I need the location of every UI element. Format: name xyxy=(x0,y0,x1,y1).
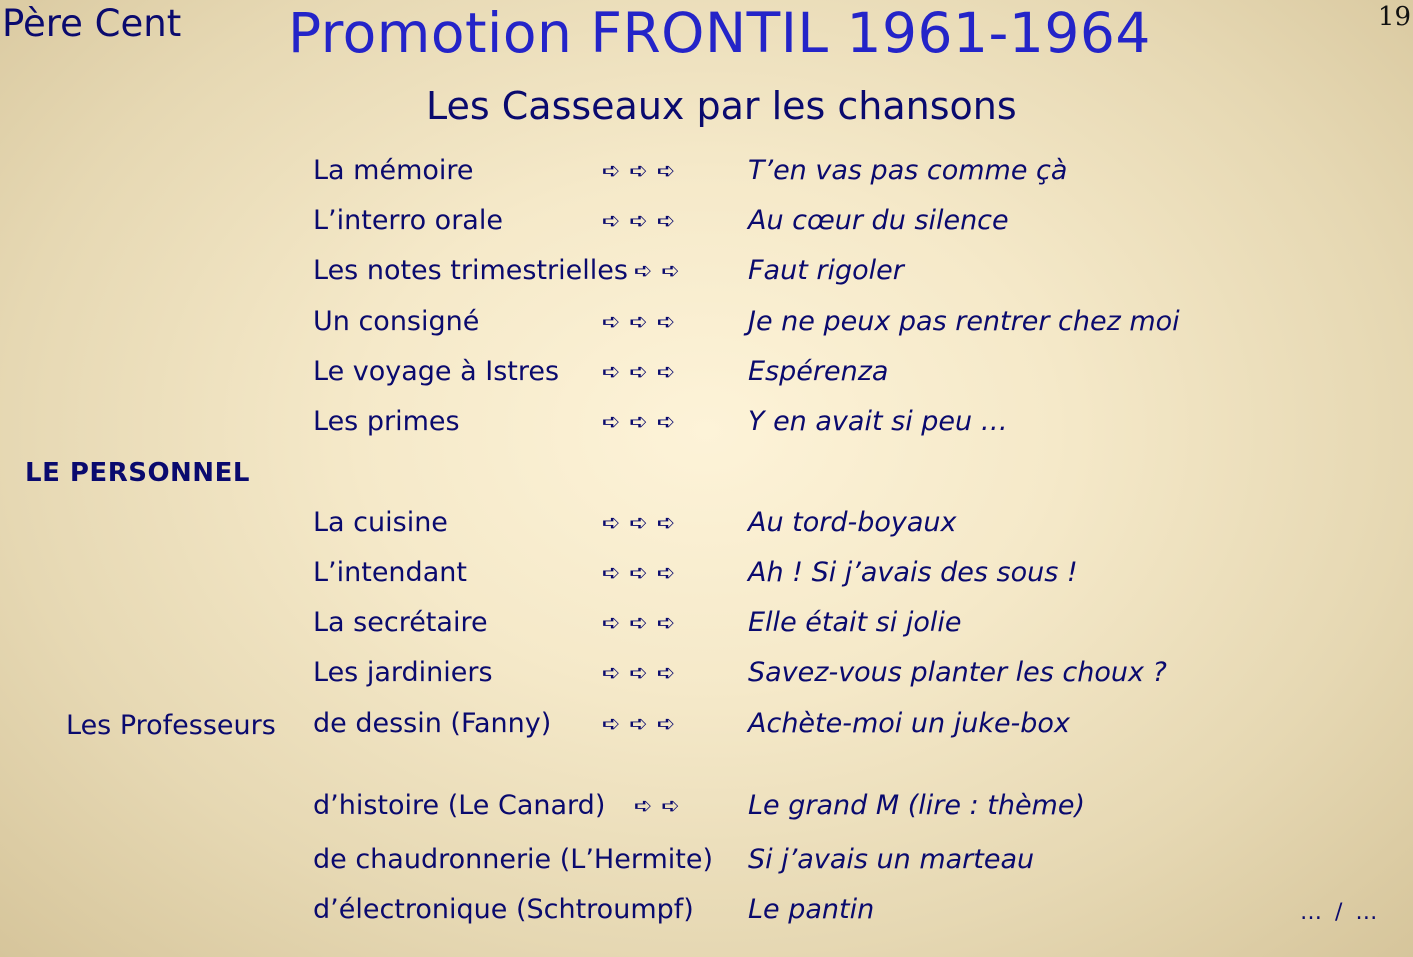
right-arrow-outline-icon: ➪➪➪ xyxy=(602,159,685,184)
list-item xyxy=(0,708,1413,748)
song-title: Le pantin xyxy=(748,894,875,925)
song-title: Espérenza xyxy=(748,356,889,387)
right-arrow-outline-icon: ➪➪➪ xyxy=(602,511,685,536)
subject-label: de dessin (Fanny) xyxy=(313,708,552,739)
song-title: Y en avait si peu … xyxy=(748,406,1008,437)
right-arrow-outline-icon: ➪➪➪ xyxy=(602,661,685,686)
song-title: T’en vas pas comme çà xyxy=(748,155,1068,186)
list-item xyxy=(0,306,1413,346)
list-item xyxy=(0,406,1413,446)
right-arrow-outline-icon: ➪➪➪ xyxy=(602,611,685,636)
list-item xyxy=(0,255,1413,295)
song-title: Faut rigoler xyxy=(748,255,904,286)
list-item xyxy=(0,790,1413,830)
list-item xyxy=(0,155,1413,195)
subject-label: d’histoire (Le Canard) xyxy=(313,790,606,821)
page-number: 19 xyxy=(1377,2,1411,32)
song-title: Le grand M (lire : thème) xyxy=(748,790,1085,821)
page-subtitle: Les Casseaux par les chansons xyxy=(426,84,1017,128)
professors-label: Les Professeurs xyxy=(66,710,276,741)
right-arrow-outline-icon: ➪➪➪ xyxy=(602,712,685,737)
song-title: Savez-vous planter les choux ? xyxy=(748,657,1167,688)
subject-label: Les jardiniers xyxy=(313,657,493,688)
list-item xyxy=(0,356,1413,396)
right-arrow-outline-icon: ➪➪➪ xyxy=(602,310,685,335)
song-title: Ah ! Si j’avais des sous ! xyxy=(748,557,1078,588)
right-arrow-outline-icon: ➪➪➪ xyxy=(602,209,685,234)
right-arrow-outline-icon: ➪➪ xyxy=(634,259,689,284)
subject-label: Un consigné xyxy=(313,306,480,337)
subject-label: de chaudronnerie (L’Hermite) xyxy=(313,844,713,875)
list-item xyxy=(0,507,1413,547)
subject-label: Les primes xyxy=(313,406,460,437)
list-item xyxy=(0,607,1413,647)
subject-label: Les notes trimestrielles xyxy=(313,255,628,286)
song-title: Au cœur du silence xyxy=(748,205,1009,236)
list-item xyxy=(0,557,1413,597)
right-arrow-outline-icon: ➪➪➪ xyxy=(602,410,685,435)
subject-label: L’intendant xyxy=(313,557,467,588)
subject-label: d’électronique (Schtroumpf) xyxy=(313,894,694,925)
song-title: Si j’avais un marteau xyxy=(748,844,1035,875)
right-arrow-outline-icon: ➪➪➪ xyxy=(602,561,685,586)
subject-label: La secrétaire xyxy=(313,607,488,638)
song-title: Achète-moi un juke-box xyxy=(748,708,1070,739)
song-title: Au tord-boyaux xyxy=(748,507,957,538)
song-title: Je ne peux pas rentrer chez moi xyxy=(748,306,1180,337)
right-arrow-outline-icon: ➪➪➪ xyxy=(602,360,685,385)
section-heading: LE PERSONNEL xyxy=(25,458,250,488)
subject-label: La cuisine xyxy=(313,507,448,538)
list-item xyxy=(0,205,1413,245)
subject-label: La mémoire xyxy=(313,155,474,186)
subject-label: L’interro orale xyxy=(313,205,503,236)
continuation-marker: … / … xyxy=(1300,900,1381,925)
list-item xyxy=(0,894,1413,934)
corner-label: Père Cent xyxy=(2,2,182,45)
list-item xyxy=(0,657,1413,697)
subject-label: Le voyage à Istres xyxy=(313,356,560,387)
list-item xyxy=(0,844,1413,884)
right-arrow-outline-icon: ➪➪ xyxy=(634,794,689,819)
song-title: Elle était si jolie xyxy=(748,607,962,638)
page-title: Promotion FRONTIL 1961-1964 xyxy=(288,1,1151,65)
